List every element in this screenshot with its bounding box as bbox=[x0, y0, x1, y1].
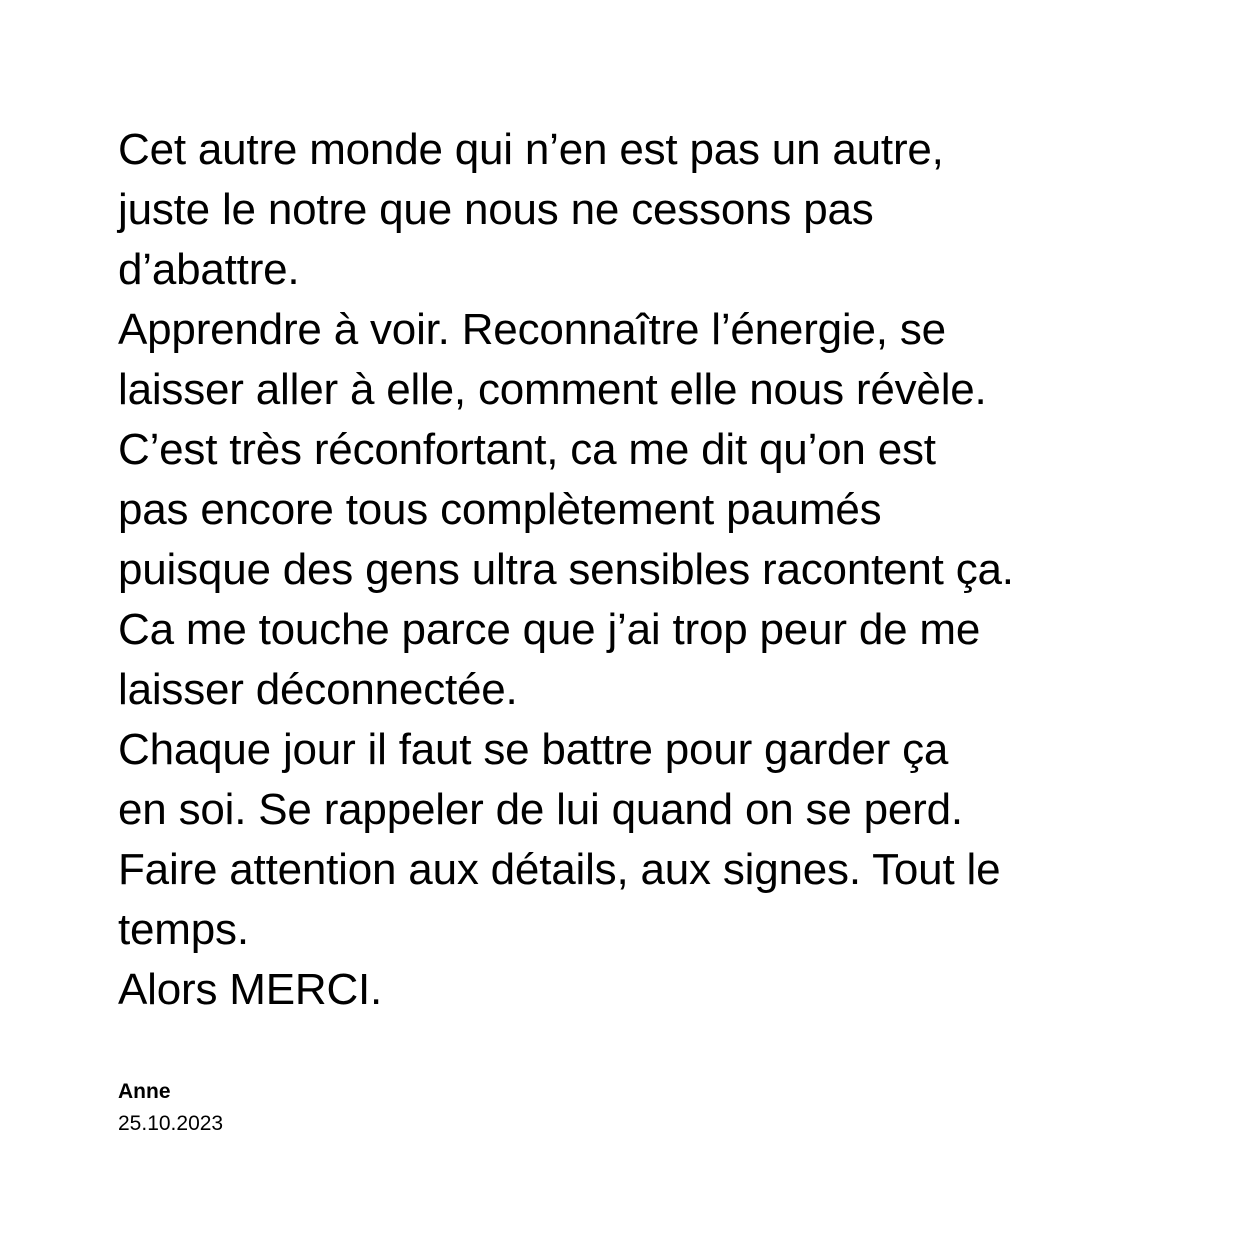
date-text: 25.10.2023 bbox=[118, 1112, 224, 1135]
message-line: Chaque jour il faut se battre pour garder ça bbox=[118, 725, 949, 774]
signature-block bbox=[118, 1076, 1178, 1140]
author-name: Anne bbox=[118, 1080, 171, 1103]
message-body bbox=[118, 120, 1178, 1020]
message-line: laisser déconnectée. bbox=[118, 665, 518, 714]
message-line: Alors MERCI. bbox=[118, 965, 383, 1014]
message-line: Faire attention aux détails, aux signes. Tout le bbox=[118, 845, 1001, 894]
message-line: juste le notre que nous ne cessons pas bbox=[118, 185, 874, 234]
document-page bbox=[118, 120, 1178, 1140]
message-line: C’est très réconfortant, ca me dit qu’on est bbox=[118, 425, 936, 474]
message-line: d’abattre. bbox=[118, 245, 300, 294]
message-line: laisser aller à elle, comment elle nous révèle. bbox=[118, 365, 987, 414]
message-line: temps. bbox=[118, 905, 249, 954]
message-line: pas encore tous complètement paumés bbox=[118, 485, 882, 534]
message-line: Cet autre monde qui n’en est pas un autre, bbox=[118, 125, 944, 174]
message-line: en soi. Se rappeler de lui quand on se perd. bbox=[118, 785, 963, 834]
message-line: puisque des gens ultra sensibles racontent ça. bbox=[118, 545, 1014, 594]
message-line: Apprendre à voir. Reconnaître l’énergie, se bbox=[118, 305, 946, 354]
message-line: Ca me touche parce que j’ai trop peur de me bbox=[118, 605, 981, 654]
